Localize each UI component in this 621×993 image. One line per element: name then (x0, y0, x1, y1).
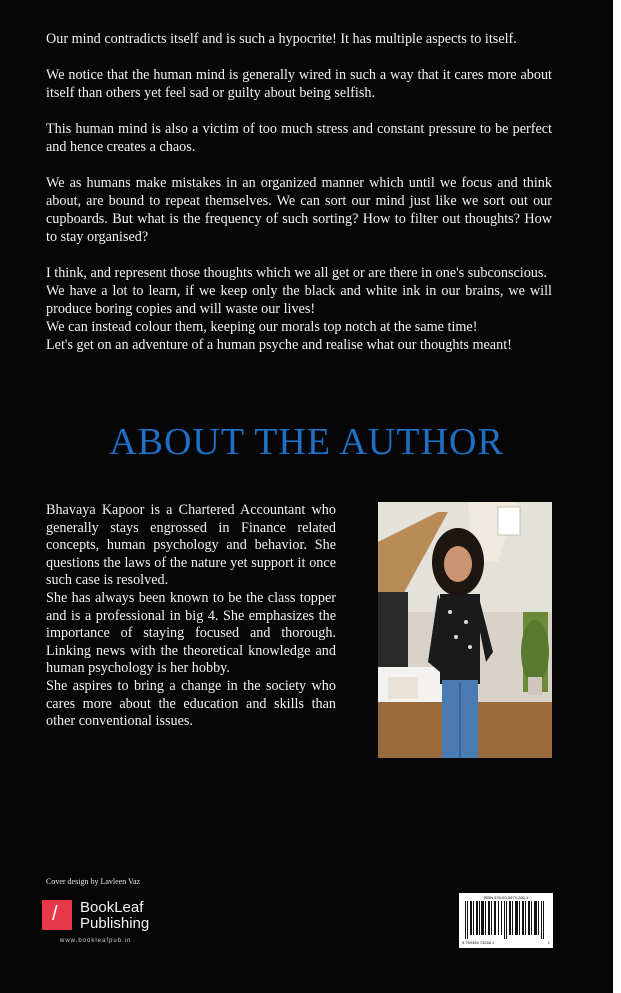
publisher-url: www.bookleafpub.in (60, 938, 132, 944)
page-edge (613, 0, 621, 993)
bookleaf-logo-icon: / BookLeaf Publishing www.bookleafpub.in (42, 900, 182, 950)
publisher-name-sub: Publishing (80, 915, 150, 932)
blurb-paragraph: We notice that the human mind is generally wired in such a way that it cares more about itself than others yet feel sad or guilty about being selfish. (46, 67, 552, 101)
blurb-paragraph: This human mind is also a victim of too much stress and constant pressure to be perfect and hence creates a chaos. (46, 121, 552, 155)
blurb-text (46, 30, 552, 354)
author-bio (46, 502, 336, 731)
publisher-name: BookLeaf (80, 899, 144, 916)
blurb-paragraph: We have a lot to learn, if we keep only the black and white ink in our brains, we will produce boring copies and will waste our lives! (46, 283, 552, 317)
author-photo (378, 502, 552, 758)
bio-paragraph: Bhavaya Kapoor is a Chartered Accountant who generally stays engrossed in Finance related concepts, human psychology and behavior. She questions the laws of the nature yet support it once such case is resolved. (46, 502, 336, 589)
cover-credit: Cover design by Lavleen Vaz (46, 877, 141, 886)
blurb-paragraph: We can instead colour them, keeping our morals top notch at the same time! (46, 319, 478, 335)
bio-paragraph: She has always been known to be the class topper and is a professional in big 4. She emphasizes the importance of staying focused and thorough. Linking news with the theoretical knowledge and human psychology is her hobby. (46, 589, 336, 677)
isbn-digits: 9 789355 73266 1 1 (462, 940, 550, 945)
author-photo-illustration (378, 502, 552, 758)
isbn-barcode-icon (459, 893, 553, 948)
blurb-paragraph: We as humans make mistakes in an organized manner which until we focus and think about, are bound to repeat themselves. We can sort our mind just like we sort out our cupboards. But what is the frequency of such sorting? How to filter out thoughts? How to stay organised? (46, 175, 552, 245)
barcode-bars (463, 901, 549, 939)
blurb-paragraph: Let's get on an adventure of a human psyche and realise what our thoughts meant! (46, 337, 512, 353)
isbn-text: ISBN 978-93-5573-266-1 (483, 895, 529, 900)
blurb-paragraph: Our mind contradicts itself and is such a hypocrite! It has multiple aspects to itself. (46, 31, 517, 47)
about-author-heading: ABOUT THE AUTHOR (109, 421, 504, 463)
bio-paragraph: She aspires to bring a change in the society who cares more about the education and skills than other conventional issues. (46, 677, 336, 730)
blurb-paragraph: I think, and represent those thoughts which we all get or are there in one's subconscious. (46, 265, 547, 281)
